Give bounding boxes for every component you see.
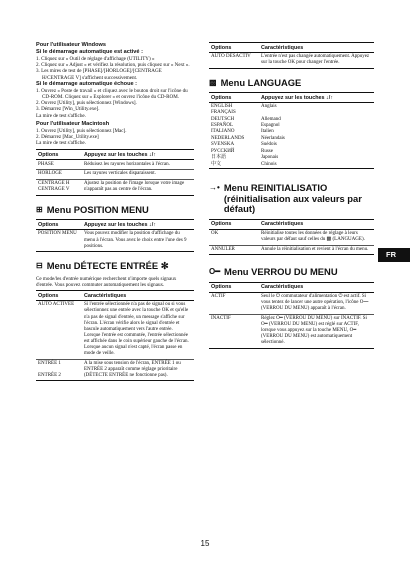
- section-title: Menu VERROU DU MENU: [224, 266, 338, 278]
- auto-start-ok-heading: Si le démarrage automatique est activé :: [36, 49, 143, 55]
- option-cell: POSITION MENU: [36, 230, 82, 252]
- column-header: Options: [36, 150, 82, 160]
- table-row: [209, 103, 374, 110]
- test-pattern-note: La mire de test s'affiche.: [36, 140, 86, 147]
- column-header: Caractéristiques: [82, 291, 194, 301]
- column-header: Appuyez sur les touches ↓/↑: [82, 150, 194, 160]
- option-cell: 日本語: [211, 155, 227, 161]
- step: 1. Ouvrez [Utility], puis sélectionnez [Mac].: [36, 127, 127, 134]
- reset-table: [209, 219, 374, 255]
- column-header: Caractéristiques: [259, 282, 374, 292]
- option-cell: INACTIF: [209, 314, 259, 348]
- adjust-table: [36, 149, 194, 195]
- windows-user-heading: Pour l'utilisateur Windows: [36, 42, 106, 48]
- input-detect-heading: [36, 261, 194, 272]
- description-cell: Seul le ⏻ commutateur d'alimentation ⏻ est actif. Si vous tentez de lancer une autre opération, l'icône O━ (VERROU DU MENU) apparaît à l'écran.: [259, 292, 374, 314]
- description-cell: Allemand: [261, 116, 281, 122]
- step: 2. Ouvrez [Utility], puis sélectionnez [Windows].: [36, 100, 137, 107]
- section-title: Menu REINITIALISATIO (réinitialisation aux valeurs par défaut): [223, 182, 362, 215]
- option-cell: РУССКИЙ: [211, 148, 235, 154]
- option-cell: SVENSKA: [211, 142, 235, 148]
- position-menu-table: [36, 219, 194, 252]
- language-side-tab: FR: [378, 248, 410, 262]
- table-row: [36, 170, 194, 180]
- description-cell: Chinois: [259, 162, 374, 169]
- description-cell: Anglais: [261, 103, 277, 109]
- column-header: Options: [209, 43, 259, 53]
- option-cell: HORLOGE: [36, 170, 82, 180]
- step: 3. Démarrez [Win_Utility.exe].: [36, 106, 100, 113]
- test-pattern-note: La mire de test s'affiche.: [36, 112, 86, 119]
- reset-menu-heading: [209, 183, 374, 215]
- reset-menu-icon: →•: [209, 183, 220, 193]
- description-cell: Espagnol: [261, 122, 280, 128]
- option-cell: ANNULER: [209, 245, 259, 255]
- column-header: Options: [209, 219, 259, 229]
- column-header: Options: [209, 93, 259, 103]
- option-cell: DEUTSCH: [211, 116, 235, 122]
- step: 3. Les mires de test de [PHASE]/[HORLOGE]/[CENTRAGE H/CENTRAGE V] s'affichent successivement.: [36, 68, 162, 81]
- description-cell: Vous pouvez modifier la position d'affichage du menu à l'écran. Vous avez le choix entre l'une des 9 positions.: [82, 230, 194, 252]
- table-row: [209, 162, 374, 169]
- auto-start-ok-steps: [36, 56, 194, 81]
- option-cell: AUTO ACTIVÉE: [36, 301, 82, 359]
- column-header: Options: [36, 220, 82, 230]
- column-header: Options: [36, 291, 82, 301]
- input-detect-table: [36, 290, 194, 381]
- table-row: [209, 53, 374, 69]
- auto-start-fail-steps: [36, 88, 194, 113]
- description-cell: Les rayures verticales disparaissent.: [82, 170, 194, 180]
- column-header: Options: [209, 282, 259, 292]
- section-title: Menu LANGUAGE: [220, 76, 302, 88]
- option-cell: AUTO DESACTIV: [209, 53, 259, 69]
- description-cell: Annule la réinitialisation et revient à l'écran du menu.: [259, 245, 374, 255]
- step: 2. Démarrez [Mac_Utility.exe]: [36, 134, 99, 141]
- menu-lock-heading: [209, 267, 374, 278]
- description-cell: Si l'entrée sélectionnée n'a pas de signal ou si vous sélectionnez une entrée avec la touche OK et qu'elle n'a pas de signal d'entrée, un message s'affiche sur l'écran. L'écran vérifie alors le signal d'entrée et bascule automatiquement vers l'autre entrée. Lorsque l'entrée est commutée, l'entrée sélectionnée est affichée dans le coin supérieur gauche de l'écran. Lorsque aucun signal n'est capté, l'écran passe en mode de veille.: [82, 301, 194, 359]
- table-row: [36, 301, 194, 359]
- language-menu-heading: [209, 78, 374, 89]
- description-cell: Réduisez les rayures horizontales à l'écran.: [82, 160, 194, 170]
- option-cell: ESPAÑOL: [211, 122, 234, 128]
- option-cell: PHASE: [36, 160, 82, 170]
- input-detect-icon: ⊟: [36, 261, 43, 271]
- left-column: [36, 42, 194, 381]
- input-detect-intro: Ce mode/les d'entrée numérique recherchent n'importe quels signaux d'entrée. Vous pouvez commuter automatiquement les signaux.: [36, 275, 177, 288]
- language-menu-icon: ▩: [209, 77, 217, 87]
- section-title: Menu POSITION MENU: [46, 203, 149, 215]
- table-row: [36, 160, 194, 170]
- description-cell: Russe: [261, 148, 273, 154]
- column-header: Appuyez sur les touches ↓/↑: [259, 93, 374, 103]
- option-cell: ENGLISH: [211, 103, 233, 109]
- option-cell: OK: [209, 229, 259, 245]
- option-cell: FRANÇAIS: [211, 110, 236, 116]
- column-header: Caractéristiques: [259, 43, 374, 53]
- option-cell: ENTRÉE 1 ENTRÉE 2: [36, 359, 82, 381]
- description-cell: Suédois: [261, 142, 277, 148]
- input-detect-continued-table: [209, 42, 374, 69]
- language-table: [209, 92, 374, 169]
- position-menu-heading: [36, 205, 194, 216]
- description-cell: Réinitialise toutes les données de réglage à leurs valeurs par défaut sauf celles du ▩ (LANGUAGE).: [259, 229, 374, 245]
- option-cell: CENTRAGE H CENTRAGE V: [36, 179, 82, 195]
- option-cell: ACTIF: [209, 292, 259, 314]
- description-cell: Ajustez la position de l'image lorsque votre image n'apparaît pas au centre de l'écran.: [82, 179, 194, 195]
- menu-lock-table: [209, 282, 374, 349]
- description-cell: Néerlandais: [261, 135, 285, 141]
- page-number: 15: [200, 539, 210, 548]
- table-row: [36, 359, 194, 381]
- step: 2. Cliquez sur « Adjust » et vérifiez la résolution, puis cliquez sur « Next ».: [36, 62, 190, 69]
- position-menu-icon: ⊞: [36, 204, 43, 214]
- right-column: [209, 42, 374, 349]
- section-title: Menu DÉTECTE ENTRÉE ✻: [46, 260, 169, 272]
- column-header: Caractéristiques: [259, 219, 374, 229]
- description-cell: A la mise sous tension de l'écran, ENTRÉE 1 ou ENTRÉE 2 apparaît comme réglage prioritaire (DÉTECTE ENTRÉE ne fonctionne pas).: [82, 359, 194, 381]
- table-row: [209, 245, 374, 255]
- table-row: [36, 230, 194, 252]
- table-row: [36, 179, 194, 195]
- description-cell: Italien: [261, 129, 274, 135]
- option-cell: NEDERLANDS: [211, 135, 245, 141]
- column-header: Appuyez sur les touches ↓/↑: [82, 220, 194, 230]
- table-row: [209, 229, 374, 245]
- option-cell: 中文: [209, 162, 259, 169]
- option-cell: ITALIANO: [211, 129, 235, 135]
- auto-start-fail-heading: Si le démarrage automatique échoue :: [36, 80, 138, 87]
- key-icon: O━: [209, 267, 221, 277]
- table-row: [209, 314, 374, 348]
- description-cell: Japonais: [261, 155, 279, 161]
- step: 1. Ouvrez « Poste de travail » et cliquez avec le bouton droit sur l'icône du CD-ROM. Cliquez sur « Explorer » et ouvrez l'icône du CD-ROM.: [36, 87, 188, 101]
- mac-user-heading: Pour l'utilisateur Macintosh: [36, 120, 110, 127]
- description-cell: Réglez O━ (VERROU DU MENU) sur INACTIF. Si O━ (VERROU DU MENU) est réglé sur ACTIF, lorsque vous appuyez sur la touche MENU, O━ (VERROU DU MENU) est automatiquement sélectionné.: [259, 314, 374, 348]
- table-row: [209, 292, 374, 314]
- step: 1. Cliquez sur « Outil de réglage d'affichage (UTILITY) »: [36, 56, 155, 62]
- description-cell: L'entrée n'est pas changée automatiquement. Appuyez sur la touche OK pour changer l'entrée.: [259, 53, 374, 69]
